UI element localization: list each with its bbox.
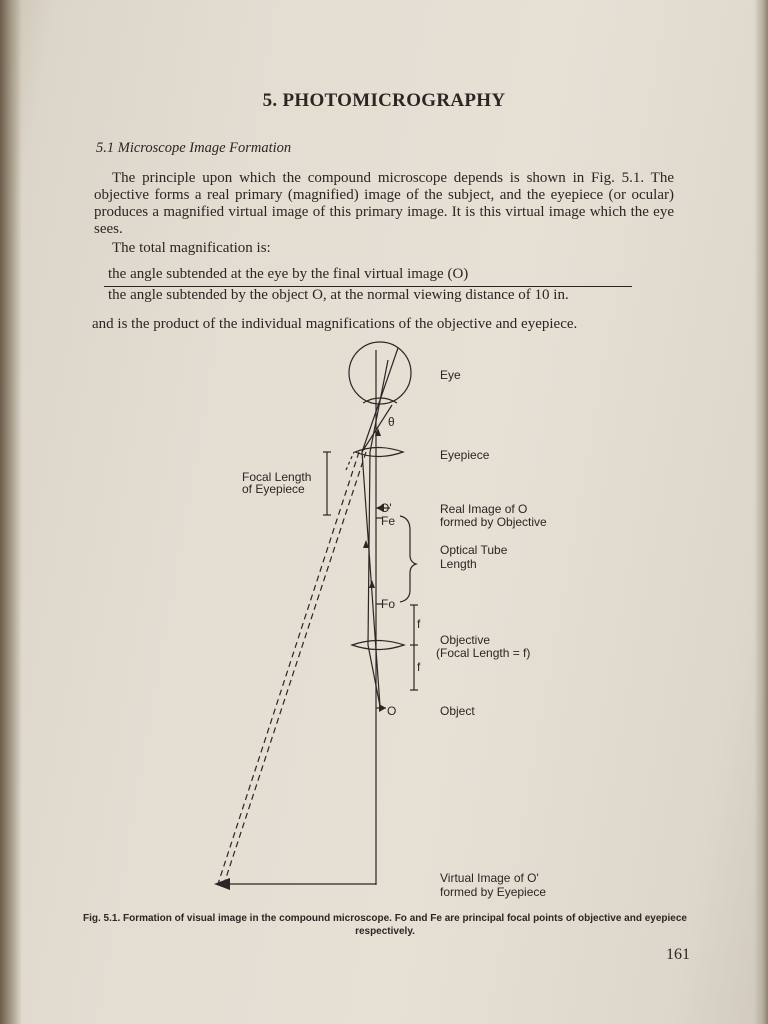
ray-1 [362,452,380,706]
label-f-upper: f [417,617,421,631]
label-o: O [387,704,397,718]
chapter-title: 5. PHOTOMICROGRAPHY [262,90,506,111]
ray-arrowhead [369,580,375,588]
page-number: 161 [666,946,690,963]
dashed-ray-3 [346,452,354,470]
fraction-denominator: the angle subtended by the object O, at the normal viewing distance of 10 in. [108,287,569,303]
label-fe: Fe [381,514,396,528]
label-objective-2: (Focal Length = f) [436,646,531,660]
label-o-prime: O' [380,501,392,515]
label-f-lower: f [417,660,421,674]
label-objective-1: Objective [440,633,491,647]
label-theta: θ [388,415,395,429]
label-real-image-1: Real Image of O [440,502,528,516]
optical-tube-brace [400,516,416,602]
dashed-ray-2 [224,452,366,884]
dashed-ray-1 [218,452,359,884]
paragraph-3: and is the product of the individual magnifications of the objective and eyepiece. [92,316,578,332]
label-focal-length-2: of Eyepiece [242,482,305,496]
label-virtual-image-1: Virtual Image of O' [440,871,539,885]
section-heading: 5.1 Microscope Image Formation [96,140,292,156]
figure-caption: Fig. 5.1. Formation of visual image in the compound microscope. Fo and Fe are principal focal points of objective and eyepiece respectively. [82,913,687,937]
label-focal-length-1: Focal Length [242,470,312,484]
label-optical-tube-1: Optical Tube [440,543,508,557]
ray-2c [370,360,388,452]
eye-circle [349,342,411,404]
virtual-image-arrowhead [214,878,230,890]
label-eyepiece: Eyepiece [440,448,490,462]
objective-lens [352,641,404,650]
label-object: Object [440,704,475,718]
paragraph-1: The principle upon which the compound microscope depends is shown in Fig. 5.1. The objective forms a real primary (magnified) image of the subject, and the eyepiece (or ocular) produces a magnified virtual image of this primary image. It is this virtual image which the eye sees. [94,170,674,237]
paragraph-2: The total magnification is: [112,240,271,256]
label-real-image-2: formed by Objective [440,515,547,529]
label-virtual-image-2: formed by Eyepiece [440,885,547,899]
fraction-numerator: the angle subtended at the eye by the final virtual image (O) [108,266,469,282]
label-optical-tube-2: Length [440,557,477,571]
label-fo: Fo [381,597,396,611]
label-eye: Eye [440,368,461,382]
